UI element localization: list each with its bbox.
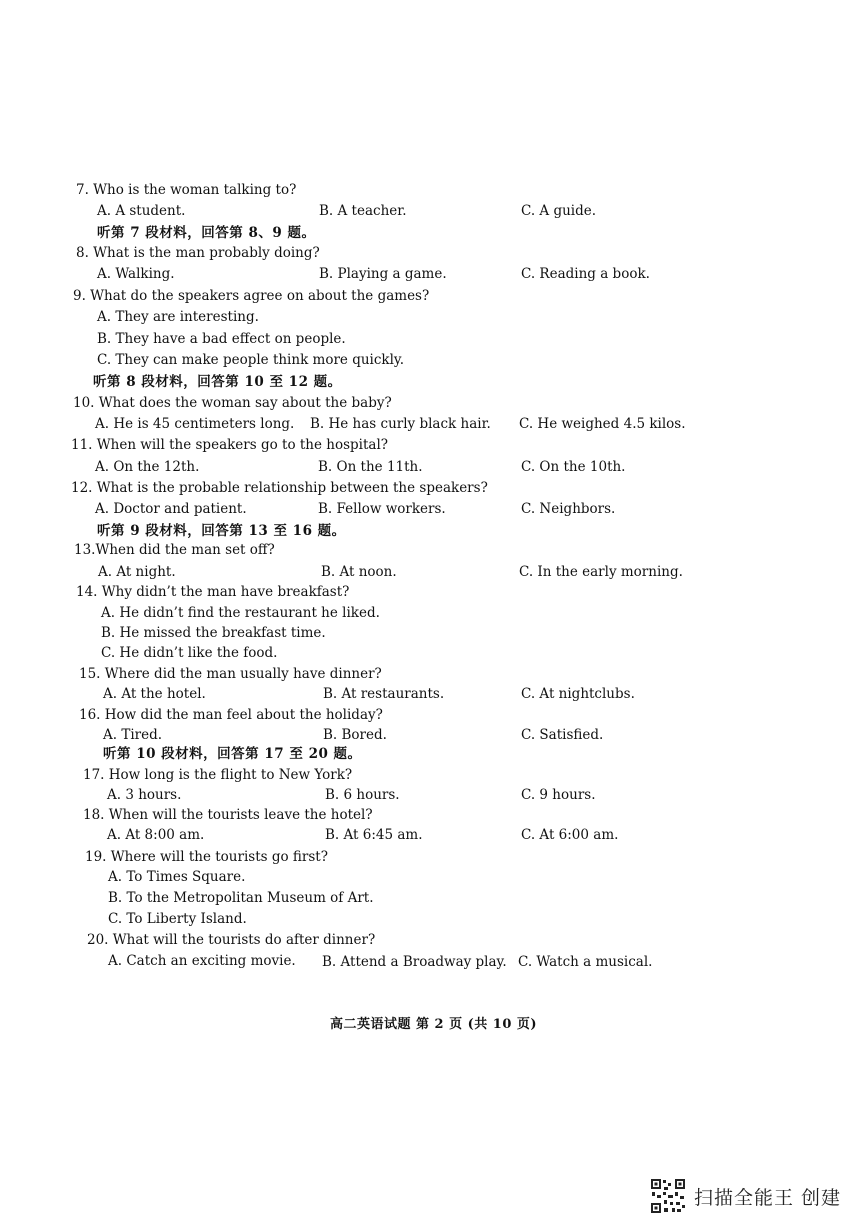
option-10b: B. He has curly black hair. (310, 416, 491, 432)
option-18a: A. At 8:00 am. (107, 827, 205, 843)
option-17a: A. 3 hours. (107, 787, 182, 803)
question-18: 18. When will the tourists leave the hotel? (83, 807, 373, 823)
option-17b: B. 6 hours. (325, 787, 400, 803)
option-7c: C. A guide. (521, 203, 597, 219)
qr-code-icon (650, 1178, 686, 1214)
option-10a: A. He is 45 centimeters long. (95, 416, 295, 432)
question-8: 8. What is the man probably doing? (76, 245, 320, 261)
option-9a: A. They are interesting. (97, 309, 259, 325)
option-14c: C. He didn’t like the food. (101, 645, 278, 661)
option-19a: A. To Times Square. (108, 869, 246, 885)
question-17: 17. How long is the flight to New York? (83, 767, 353, 783)
option-9c: C. They can make people think more quickly. (97, 352, 405, 368)
option-15a: A. At the hotel. (103, 686, 206, 702)
question-7: 7. Who is the woman talking to? (76, 182, 297, 198)
option-16a: A. Tired. (103, 727, 163, 743)
page-footer: 高二英语试题 第 2 页 (共 10 页) (329, 1017, 538, 1032)
question-19: 19. Where will the tourists go first? (85, 849, 328, 865)
section-heading-8: 听第 8 段材料，回答第 10 至 12 题。 (93, 374, 342, 390)
option-10c: C. He weighed 4.5 kilos. (519, 416, 686, 432)
question-10: 10. What does the woman say about the baby? (73, 395, 392, 411)
option-20c: C. Watch a musical. (518, 954, 653, 970)
question-12: 12. What is the probable relationship between the speakers? (71, 480, 488, 496)
option-7b: B. A teacher. (319, 203, 407, 219)
option-14b: B. He missed the breakfast time. (101, 625, 326, 641)
option-12c: C. Neighbors. (521, 501, 616, 517)
option-12a: A. Doctor and patient. (95, 501, 247, 517)
option-15c: C. At nightclubs. (521, 686, 635, 702)
option-8c: C. Reading a book. (521, 266, 650, 282)
option-15b: B. At restaurants. (323, 686, 445, 702)
option-16b: B. Bored. (323, 727, 387, 743)
question-15: 15. Where did the man usually have dinner? (79, 666, 382, 682)
option-7a: A. A student. (97, 203, 186, 219)
option-20a: A. Catch an exciting movie. (108, 953, 296, 969)
option-13b: B. At noon. (321, 564, 397, 580)
watermark-text: 扫描全能王 创建 (693, 1186, 841, 1209)
question-13: 13.When did the man set off? (74, 542, 275, 558)
scanner-watermark (650, 1178, 841, 1214)
option-16c: C. Satisfied. (521, 727, 604, 743)
question-11: 11. When will the speakers go to the hospital? (71, 437, 388, 453)
option-11c: C. On the 10th. (521, 459, 626, 475)
option-12b: B. Fellow workers. (318, 501, 446, 517)
section-heading-7: 听第 7 段材料，回答第 8、9 题。 (97, 225, 316, 241)
option-11b: B. On the 11th. (318, 459, 423, 475)
question-16: 16. How did the man feel about the holiday? (79, 707, 383, 723)
option-8b: B. Playing a game. (319, 266, 447, 282)
section-heading-10: 听第 10 段材料，回答第 17 至 20 题。 (103, 746, 362, 762)
option-13c: C. In the early morning. (519, 564, 683, 580)
option-9b: B. They have a bad effect on people. (97, 331, 346, 347)
section-heading-9: 听第 9 段材料，回答第 13 至 16 题。 (97, 523, 346, 539)
option-13a: A. At night. (98, 564, 176, 580)
option-8a: A. Walking. (97, 266, 175, 282)
option-14a: A. He didn’t find the restaurant he liked. (101, 605, 380, 621)
question-9: 9. What do the speakers agree on about the games? (73, 288, 430, 304)
option-11a: A. On the 12th. (95, 459, 200, 475)
question-14: 14. Why didn’t the man have breakfast? (76, 584, 350, 600)
option-19b: B. To the Metropolitan Museum of Art. (108, 890, 374, 906)
option-18c: C. At 6:00 am. (521, 827, 619, 843)
option-19c: C. To Liberty Island. (108, 911, 247, 927)
option-17c: C. 9 hours. (521, 787, 596, 803)
option-18b: B. At 6:45 am. (325, 827, 423, 843)
question-20: 20. What will the tourists do after dinner? (87, 932, 376, 948)
option-20b: B. Attend a Broadway play. (322, 954, 507, 970)
